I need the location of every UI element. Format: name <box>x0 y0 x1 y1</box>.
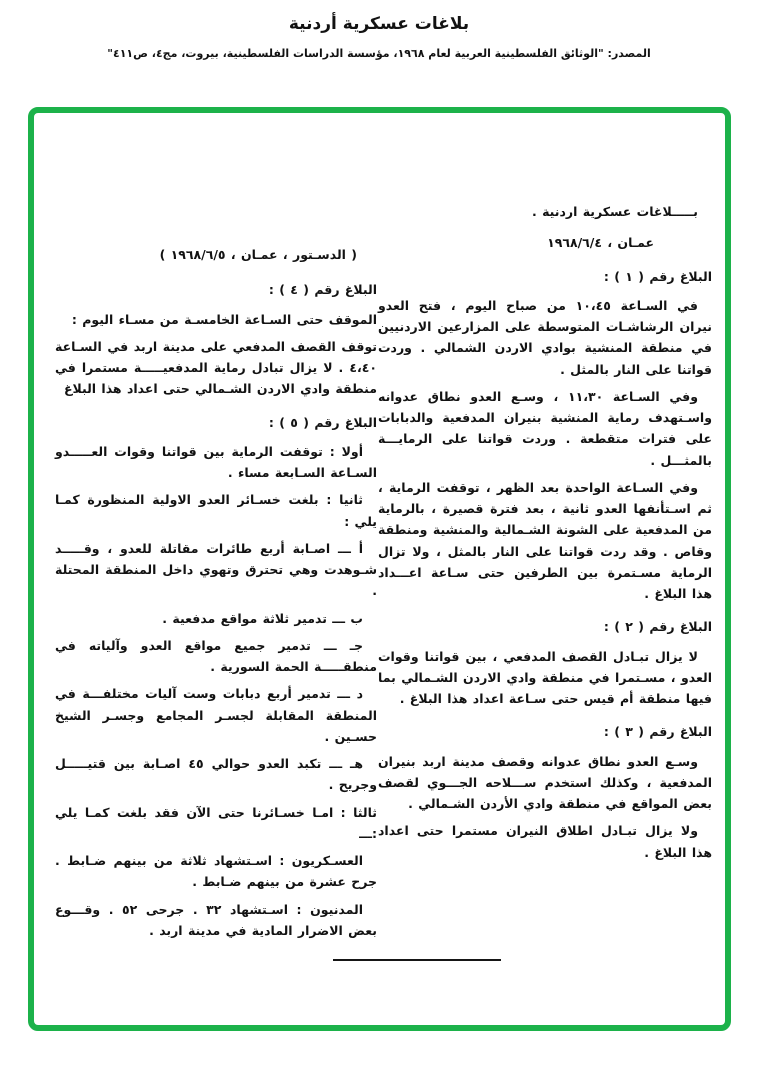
paragraph: في السـاعة ١٠،٤٥ من صباح اليوم ، فتح العدو نيران الرشاشـات المتوسطة على المزارعين الاردنيين في منطقة المنشية بوادي الاردن الشمالي . وردت قواتنا على النار بالمثل . <box>378 297 712 377</box>
list-item-d: د ـــ تدمير أربع دبابات وست آليات مختلفـــة في المنطقة المقابلة لجسـر المجامع وجسـر الشيخ حسـين . <box>55 686 377 744</box>
section-title-1: البلاغ رقم ( ١ ) : <box>603 268 712 284</box>
dateline-amman: عمـان ، ١٩٦٨/٦/٤ <box>547 235 654 251</box>
document-frame <box>28 107 731 1031</box>
section-title-2: البلاغ رقم ( ٢ ) : <box>603 619 712 635</box>
paragraph: وفي السـاعة ١١،٣٠ ، وسـع العدو نطاق عدوانه واسـتهدف رماية المنشية بنيران المدفعية والدبابات على فترات متقطعة . وردت قواتنا على الرمايـــة بالمثـــل . <box>378 388 712 468</box>
paragraph: وسـع العدو نطاق عدوانه وقصف مدينة اربد بنيران المدفعية ، وكذلك استخدم ســـلاحه الجـــوي لقصف بعض المواقع في منطقة وادي الأردن الشـمالي . <box>378 753 712 811</box>
paragraph: الموقف حتى السـاعة الخامسـة من مسـاء اليوم : <box>71 311 377 327</box>
source-line: المصدر: "الوثائق الفلسطينية العربية لعام ١٩٦٨، مؤسسة الدراسات الفلسطينية، بيروت، مج٤، ص٤١١" <box>107 47 651 60</box>
list-item-j: جـ ـــ تدمير جميع مواقع العدو وآلياته في منطقـــــة الحمة السورية . <box>55 637 377 674</box>
section-title-3: البلاغ رقم ( ٣ ) : <box>603 724 712 740</box>
footer-rule <box>333 959 501 961</box>
paragraph: لا يزال تبـادل القصف المدفعي ، بين قواتنا وقوات العدو ، مسـتمرا في منطقة وادي الاردن الشـمالي بما فيها منطقة أم قيس حتى سـاعة اعداد هذا البلاغ . <box>378 648 712 706</box>
communique-heading: بـــــلاغات عسكرية اردنية . <box>532 204 698 219</box>
section-title-5: البلاغ رقم ( ٥ ) : <box>268 414 377 430</box>
paragraph: وفي السـاعة الواحدة بعد الظهر ، توقفت الرماية ، ثم اسـتأنفها العدو ثانية ، بعد فترة قصيرة ، بالرماية من المدفعية على الشونة الشـمالية والمنشية ومنطقة وقاص . وقد ردت قواتنا على النار بالمثل ، ولا تزال الرماية مسـتمرة بين الطرفين حتى سـاعة اعـــداد هذا البلاغ . <box>378 479 712 601</box>
paragraph: ثانيا : بلغت خسـائر العدو الاولية المنظورة كمـا يلي : <box>55 492 377 529</box>
list-item-h: هـ ـــ تكبد العدو حوالي ٤٥ اصـابة بين قتيـــــل وجريح . <box>55 756 377 793</box>
section-title-4: البلاغ رقم ( ٤ ) : <box>268 282 377 298</box>
column-right <box>378 201 712 869</box>
paragraph: أولا : توقفت الرماية بين قواتنا وقوات العـــــدو السـاعة السـابعة مساء . <box>55 443 377 480</box>
list-item-a: أ ـــ اصـابة أربع طائرات مقاتلة للعدو ، وقـــــد شـوهدت وهي تحترق وتهوي داخل المنطقة المحتلة . <box>55 540 377 599</box>
dateline-dustour: ( الدسـتور ، عمـان ، ١٩٦٨/٦/٥ ) <box>159 247 357 262</box>
list-item-b: ب ـــ تدمير ثلاثة مواقع مدفعية . <box>162 610 363 626</box>
column-left <box>55 244 377 947</box>
page-header <box>0 14 758 60</box>
page-title: بلاغات عسكرية أردنية <box>288 14 470 34</box>
paragraph: المدنيون : اسـتشهاد ٣٢ . جرحى ٥٢ . وقـــوع بعض الاضرار المادية في مدينة اربد . <box>55 901 377 938</box>
paragraph: ولا يزال تبـادل اطلاق النيران مستمرا حتى اعداد هذا البلاغ . <box>378 823 712 860</box>
paragraph: ثالثا : امـا خسـائرنا حتى الآن فقد بلغت كمـا يلي :ـــ <box>55 804 377 841</box>
paragraph: العسـكريون : اسـتشهاد ثلاثة من بينهم ضـابط . جرح عشرة من بينهم ضـابط . <box>55 853 377 890</box>
paragraph: توقف القصف المدفعي على مدينة اربد في السـاعة ٤،٤٠ . لا يزال تبادل رماية المدفعيـــــة مستمرا في منطقة وادي الاردن الشـمالي حتى اعداد هذا البلاغ <box>55 338 377 397</box>
